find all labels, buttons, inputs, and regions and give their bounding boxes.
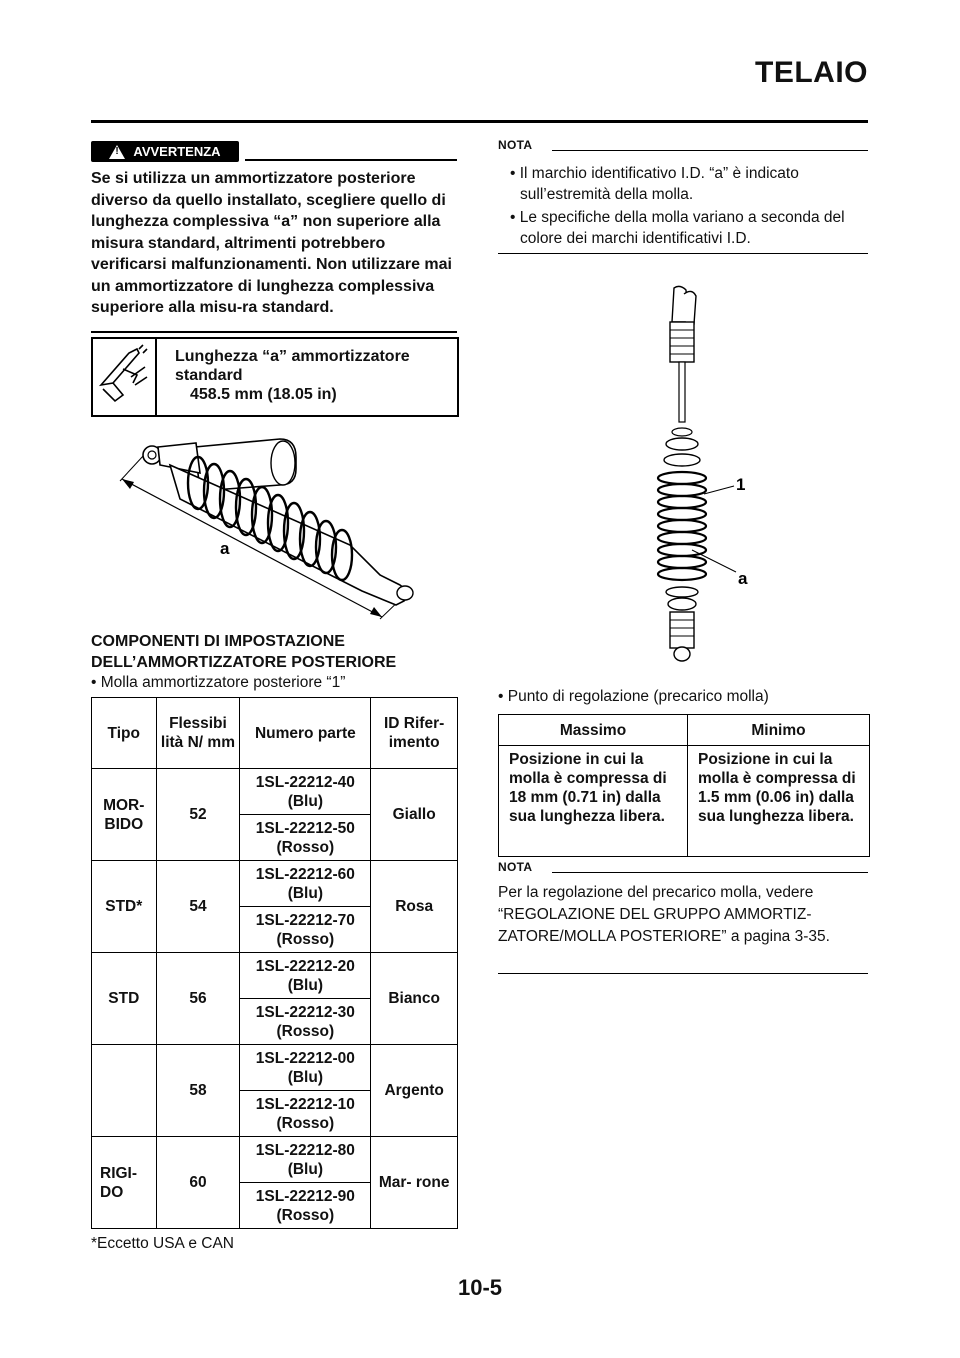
table-row [92,953,458,999]
col-id-riferimento: ID Rifer- imento [371,698,458,769]
cell-part: 1SL-22212-20 (Blu) [240,953,371,999]
cell-part: 1SL-22212-70 (Rosso) [240,907,371,953]
caliper-icon [93,339,155,415]
cell-id: Giallo [371,769,458,861]
section-heading: COMPONENTI DI IMPOSTAZIONE DELL’AMMORTIZZATORE POSTERIORE [91,633,397,671]
warning-text: Se si utilizza un ammortizzatore posteriore diverso da quello installato, scegliere quello di lunghezza complessiva “a” non superiore alla misura standard, altrimenti potrebbero verificarsi malfunzionamenti. Non utilizzare mai un ammortizzatore di lunghezza complessiva superiore alla misu-ra standard. [91,170,452,316]
cell-tipo: RIGI- DO [92,1137,157,1229]
nota-text-2: Per la regolazione del precarico molla, vedere “REGOLAZIONE DEL GRUPPO AMMORTIZ-ZATORE/MOLLA POSTERIORE” a pagina 3-35. [498,884,830,945]
nota-rule-2 [552,872,868,873]
spec-title-line2: standard [175,367,243,384]
nota-end-rule-2 [498,973,868,974]
warning-badge [91,141,239,162]
cell-tipo [92,1045,157,1137]
footnote: *Eccetto USA e CAN [91,1235,235,1252]
cell-id: Rosa [371,861,458,953]
nota-bullets-1 [498,163,870,251]
nota-rule-1 [552,150,868,151]
cell-tipo: MOR- BIDO [92,769,157,861]
label-1-right: 1 [736,475,746,494]
table-row [92,769,458,815]
nota-end-rule-1 [498,253,868,254]
label-a-left: a [220,539,230,558]
cell-flex: 54 [156,861,240,953]
cell-flex: 52 [156,769,240,861]
cell-tipo: STD [92,953,157,1045]
table-row [92,861,458,907]
cell-tipo: STD* [92,861,157,953]
caliper-icon-cell [93,339,157,415]
table-row [92,1045,458,1091]
spec-title-line1: Lunghezza “a” ammortizzatore [175,348,410,365]
cell-part: 1SL-22212-10 (Rosso) [240,1091,371,1137]
cell-id: Bianco [371,953,458,1045]
cell-part: 1SL-22212-90 (Rosso) [240,1183,371,1229]
cell-flex: 56 [156,953,240,1045]
nota-label-1: NOTA [498,138,533,152]
adjust-bullet: • Punto di regolazione (precarico molla) [498,688,769,705]
label-a-right: a [738,569,748,588]
warning-badge-label: AVVERTENZA [133,144,221,159]
cell-massimo: Posizione in cui la molla è compressa di 18 mm (0.71 in) dalla sua lunghezza libera. [499,746,688,857]
nota-bullet: • Le specifiche della molla variano a seconda del colore dei marchi identificativi I.D. [510,209,845,247]
page-number: 10-5 [457,1275,503,1300]
warning-rule [245,159,457,161]
cell-part: 1SL-22212-00 (Blu) [240,1045,371,1091]
col-massimo: Massimo [499,715,688,746]
col-minimo: Minimo [688,715,870,746]
nota-bullet: • Il marchio identificativo I.D. “a” è indicato sull’estremità della molla. [510,165,799,203]
cell-part: 1SL-22212-50 (Rosso) [240,815,371,861]
shock-absorber-illustration [100,425,445,625]
header-rule [91,120,868,123]
page-header-title: TELAIO [755,56,868,89]
spec-value: 458.5 mm (18.05 in) [190,386,337,403]
col-numero-parte: Numero parte [240,698,371,769]
cell-id: Argento [371,1045,458,1137]
spring-bullet: • Molla ammortizzatore posteriore “1” [91,674,346,691]
cell-part: 1SL-22212-30 (Rosso) [240,999,371,1045]
col-flessibilita: Flessibi lità N/ mm [156,698,240,769]
spec-box [91,337,459,417]
spec-text [175,347,410,404]
warning-icon [109,145,125,159]
table-row [499,746,870,857]
nota-label-2: NOTA [498,860,533,874]
exploded-shock-illustration [630,282,770,672]
cell-flex: 58 [156,1045,240,1137]
cell-part: 1SL-22212-40 (Blu) [240,769,371,815]
cell-part: 1SL-22212-60 (Blu) [240,861,371,907]
cell-minimo: Posizione in cui la molla è compressa di 1.5 mm (0.06 in) dalla sua lunghezza libera. [688,746,870,857]
cell-part: 1SL-22212-80 (Blu) [240,1137,371,1183]
cell-id: Mar- rone [371,1137,458,1229]
adjust-table [498,714,870,857]
cell-flex: 60 [156,1137,240,1229]
table-row [92,1137,458,1183]
spring-table [91,697,458,1229]
warning-end-rule [91,331,457,333]
col-tipo: Tipo [92,698,157,769]
